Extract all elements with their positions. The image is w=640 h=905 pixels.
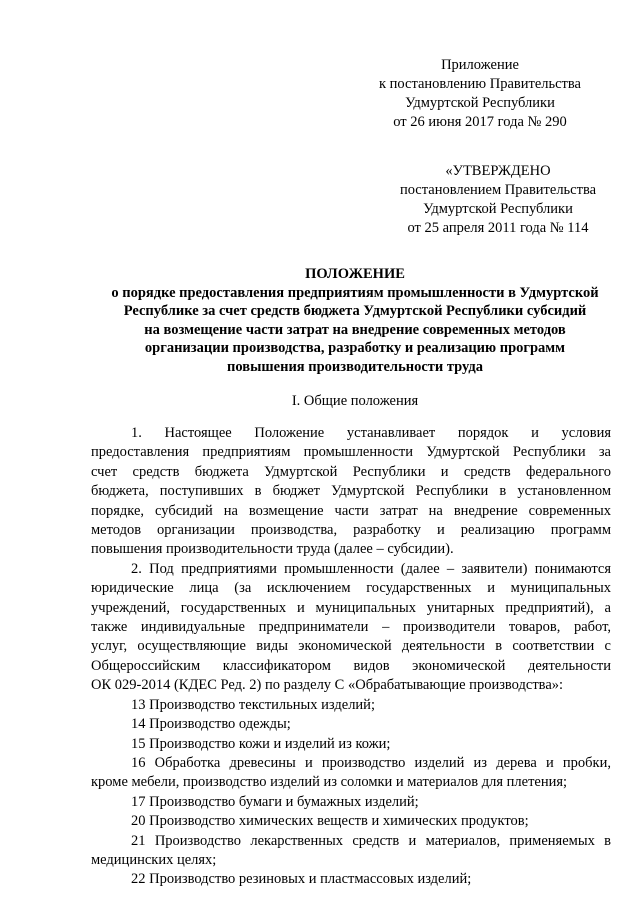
paragraph-2: [91, 560, 611, 696]
list-item-line: 20 Производство химических веществ и химических продуктов;: [131, 813, 529, 830]
paragraph-line: счет средств бюджета Удмуртской Республики и средств федерального: [91, 463, 611, 480]
list-item: [91, 735, 611, 754]
section-heading: I. Общие положения: [291, 393, 419, 409]
title-line: организации производства, разработку и реализацию программ: [144, 340, 566, 356]
paragraph-line: 2. Под предприятиями промышленности (далее – заявители) понимаются: [131, 560, 611, 577]
list-item-line: медицинских целях;: [91, 851, 217, 868]
list-item-line: 13 Производство текстильных изделий;: [131, 696, 375, 713]
list-item-line: 14 Производство одежды;: [131, 716, 291, 733]
list-item-line: 17 Производство бумаги и бумажных изделий;: [131, 793, 419, 810]
paragraph-line: Общероссийским классификатором видов экономической деятельности: [91, 657, 611, 674]
list-item-line: 16 Обработка древесины и производство изделий из дерева и пробки,: [131, 754, 611, 771]
paragraph-1: [91, 424, 611, 560]
list-item-line: кроме мебели, производство изделий из соломки и материалов для плетения;: [91, 774, 568, 791]
paragraph-line: бюджета, поступивших в бюджет Удмуртской Республики в установленном: [91, 483, 611, 500]
paragraph-line: ОК 029-2014 (КДЕС Ред. 2) по разделу С «Обрабатывающие производства»:: [91, 677, 564, 694]
approved-block: [370, 162, 626, 238]
list-item: [91, 812, 611, 831]
list-item-line: 15 Производство кожи и изделий из кожи;: [131, 735, 391, 752]
appendix-line: к постановлению Правительства: [379, 76, 581, 92]
list-item: [91, 754, 611, 793]
approved-line: от 25 апреля 2011 года № 114: [407, 220, 589, 236]
paragraph-line: учреждений, государственных и муниципальных унитарных предприятий), а: [91, 599, 611, 616]
title-line: Республике за счет средств бюджета Удмуртской Республики субсидий: [123, 303, 587, 319]
approved-line: постановлением Правительства: [399, 182, 597, 198]
appendix-line: Приложение: [441, 57, 519, 73]
list-item-line: 21 Производство лекарственных средств и материалов, применяемых в: [131, 832, 611, 849]
title-heading: ПОЛОЖЕНИЕ: [305, 266, 405, 282]
list-item: [91, 870, 611, 889]
list-item: [91, 832, 611, 871]
paragraph-line: также индивидуальные предприниматели – производители товаров, работ,: [91, 619, 611, 636]
approved-line: Удмуртской Республики: [423, 201, 573, 217]
appendix-line: от 26 июня 2017 года № 290: [393, 114, 567, 130]
paragraph-line: 1. Настоящее Положение устанавливает порядок и условия: [131, 425, 611, 441]
title-line: на возмещение части затрат на внедрение современных методов: [144, 321, 566, 338]
appendix-block: [350, 56, 610, 132]
list-item-line: 22 Производство резиновых и пластмассовых изделий;: [131, 871, 472, 888]
paragraph-line: услуг, осуществляющие виды экономической деятельности в соответствии с: [91, 638, 611, 655]
document-title: [70, 265, 640, 376]
paragraph-line: порядке, субсидий на возмещение части затрат на внедрение современных: [91, 502, 611, 519]
paragraph-line: юридические лица (за исключением государственных и муниципальных: [91, 580, 611, 597]
paragraph-line: методов организации производства, разработку и реализацию программ: [91, 522, 611, 539]
paragraph-line: повышения производительности труда (далее – субсидии).: [91, 541, 454, 558]
list-item: [91, 715, 611, 734]
appendix-line: Удмуртской Республики: [405, 95, 555, 111]
paragraph-line: предоставления предприятиям промышленности Удмуртской Республики за: [91, 444, 611, 461]
title-line: повышения производительности труда: [227, 358, 483, 375]
list-item: [91, 696, 611, 715]
document-body: [91, 424, 611, 890]
approved-line: «УТВЕРЖДЕНО: [445, 163, 551, 179]
list-item: [91, 793, 611, 812]
title-line: о порядке предоставления предприятиям промышленности в Удмуртской: [111, 284, 599, 301]
